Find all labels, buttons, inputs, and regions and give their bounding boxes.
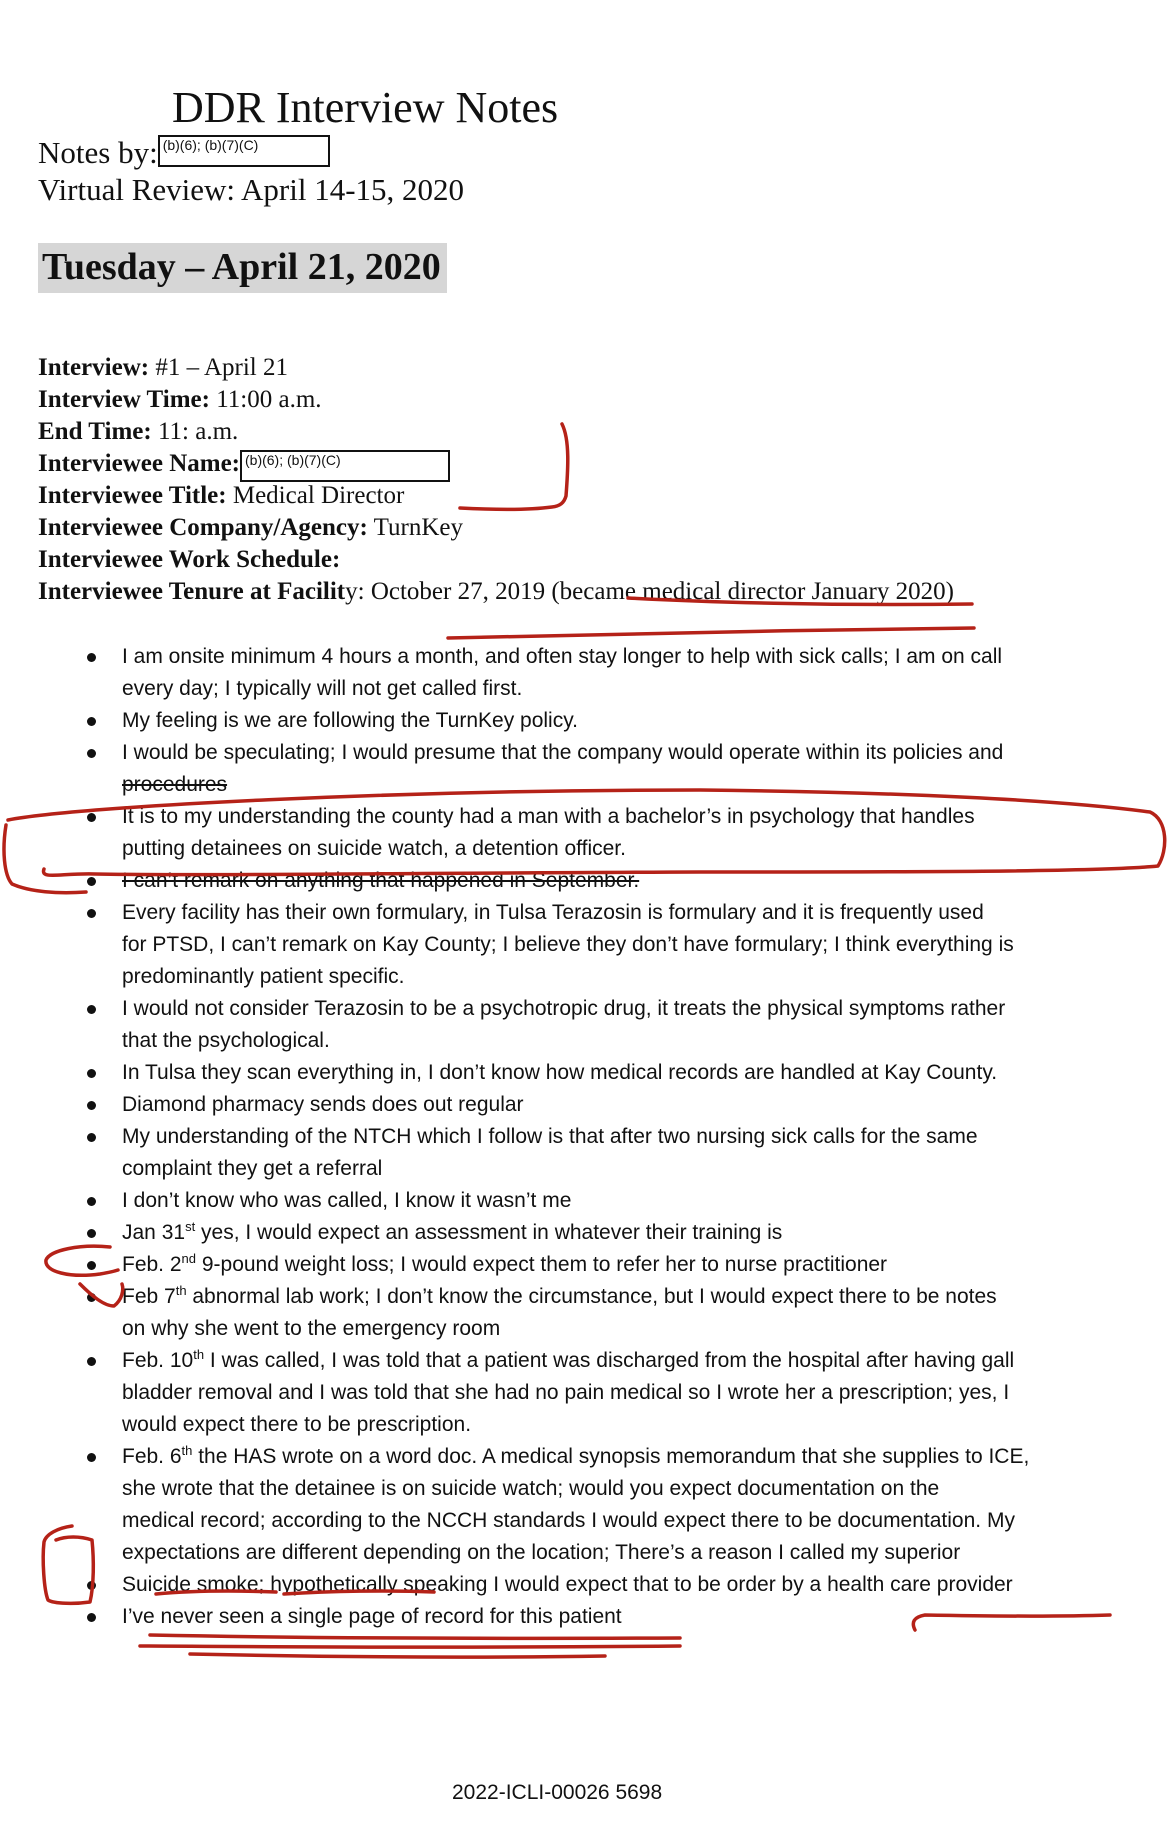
bullet-dot-icon: [87, 1005, 96, 1014]
note-line: I would be speculating; I would presume that the company would operate within its policies and: [122, 741, 1004, 764]
note-line: In Tulsa they scan everything in, I don’t know how medical records are handled at Kay County.: [122, 1061, 998, 1084]
bullet-dot-icon: [87, 1101, 96, 1110]
note-date: Feb. 2: [122, 1253, 182, 1276]
note-line: procedures: [122, 773, 228, 796]
note-line: on why she went to the emergency room: [122, 1317, 501, 1340]
bracket-mark-name: [460, 424, 568, 509]
interviewee-schedule: [38, 546, 340, 574]
interview-number-label: Interview:: [38, 354, 150, 381]
bullet-dot-icon: [87, 749, 96, 758]
interviewee-tenure-value: y: October 27, 2019 (became medical director January 2020): [345, 578, 954, 605]
bullet-dot-icon: [87, 1357, 96, 1366]
note-line: that the psychological.: [122, 1029, 330, 1052]
interviewee-title: [38, 482, 404, 510]
note-line: [122, 1249, 1122, 1281]
interviewee-company-value: TurnKey: [367, 514, 463, 541]
end-time-value: 11: a.m.: [151, 418, 239, 445]
bullet-dot-icon: [87, 1613, 96, 1622]
underline-never-seen-1: [150, 1635, 680, 1638]
interview-time-label: Interview Time:: [38, 386, 210, 413]
interview-number-value: #1 – April 21: [149, 354, 288, 381]
note-item: [122, 1281, 1122, 1345]
page-footer-id: 2022-ICLI-00026 5698: [452, 1781, 663, 1804]
note-line: I am onsite minimum 4 hours a month, and often stay longer to help with sick calls; I am on call: [122, 645, 1003, 668]
interviewee-schedule-label: Interviewee Work Schedule:: [38, 546, 341, 573]
underline-tenure-2: [448, 628, 974, 638]
note-line: Diamond pharmacy sends does out regular: [122, 1093, 524, 1116]
note-item: [122, 801, 1122, 865]
day-heading: Tuesday – April 21, 2020: [38, 243, 447, 293]
note-line: I would not consider Terazosin to be a psychotropic drug, it treats the physical symptoms rather: [122, 997, 1006, 1020]
bullet-dot-icon: [87, 1581, 96, 1590]
circle-feb-2: [46, 1246, 118, 1275]
note-item: [122, 1121, 1122, 1185]
note-line: My feeling is we are following the TurnKey policy.: [122, 709, 578, 732]
note-date: Feb 7: [122, 1285, 176, 1308]
interview-time-value: 11:00 a.m.: [209, 386, 322, 413]
virtual-review-line: Virtual Review: April 14-15, 2020: [38, 172, 465, 207]
note-line: for PTSD, I can’t remark on Kay County; I believe they don’t have formulary; I think everything is: [122, 933, 1014, 956]
note-item: [122, 1569, 1122, 1601]
note-item: [122, 641, 1122, 705]
note-line: [122, 1345, 1122, 1377]
interviewee-name: [38, 450, 450, 482]
note-item: [122, 1217, 1122, 1249]
bullet-dot-icon: [87, 1197, 96, 1206]
note-item: [122, 1057, 1122, 1089]
note-line: My understanding of the NTCH which I follow is that after two nursing sick calls for the same: [122, 1125, 978, 1148]
bracket-suicide: [43, 1526, 93, 1603]
interviewee-tenure-label: Interviewee Tenure at Facilit: [38, 578, 346, 605]
bullet-dot-icon: [87, 1261, 96, 1270]
note-item: [122, 897, 1122, 993]
note-line: she wrote that the detainee is on suicide watch; would you expect documentation on the: [122, 1477, 940, 1500]
interview-number: [38, 354, 288, 382]
note-line: complaint they get a referral: [122, 1157, 383, 1180]
end-time-label: End Time:: [38, 418, 152, 445]
note-date-suffix: nd: [181, 1251, 197, 1266]
note-line: [122, 1281, 1122, 1313]
note-date-suffix: th: [175, 1283, 187, 1298]
note-line: medical record; according to the NCCH standards I would expect there to be documentation. My: [122, 1509, 1015, 1532]
notes-by-line: [38, 135, 330, 171]
note-line: I can’t remark on anything that happened in September.: [122, 869, 640, 892]
note-date: Feb. 6: [122, 1445, 182, 1468]
note-line: putting detainees on suicide watch, a detention officer.: [122, 837, 626, 860]
note-text: I was called, I was told that a patient was discharged from the hospital after having gall: [204, 1349, 1015, 1372]
note-line: would expect there to be prescription.: [122, 1413, 472, 1436]
end-time: [38, 418, 238, 446]
note-line: [122, 1217, 1122, 1249]
interviewee-tenure: [38, 578, 954, 606]
note-item: [122, 1601, 1122, 1633]
bullet-dot-icon: [87, 1293, 96, 1302]
bullet-dot-icon: [87, 909, 96, 918]
note-date-suffix: th: [193, 1347, 205, 1362]
underline-never-seen-2: [140, 1646, 680, 1647]
note-text: the HAS wrote on a word doc. A medical synopsis memorandum that she supplies to ICE,: [192, 1445, 1030, 1468]
note-line: I don’t know who was called, I know it wasn’t me: [122, 1189, 572, 1212]
interviewee-title-label: Interviewee Title:: [38, 482, 227, 509]
note-item: [122, 1345, 1122, 1441]
note-line: predominantly patient specific.: [122, 965, 405, 988]
interviewee-company-label: Interviewee Company/Agency:: [38, 514, 368, 541]
note-date-suffix: th: [181, 1443, 193, 1458]
note-date: Jan 31: [122, 1221, 186, 1244]
note-item: [122, 1185, 1122, 1217]
redaction-box-notes-by: (b)(6); (b)(7)(C): [158, 135, 330, 167]
note-item: [122, 1441, 1122, 1569]
note-line: bladder removal and I was told that she had no pain medical so I wrote her a prescription; yes, I: [122, 1381, 1010, 1404]
interviewee-name-label: Interviewee Name:: [38, 450, 240, 477]
note-text: 9-pound weight loss; I would expect them to refer her to nurse practitioner: [196, 1253, 888, 1276]
bullet-dot-icon: [87, 1069, 96, 1078]
underline-never-seen-3: [190, 1654, 605, 1657]
note-line: It is to my understanding the county had a man with a bachelor’s in psychology that handles: [122, 805, 975, 828]
interviewee-company: [38, 514, 463, 542]
note-date-suffix: st: [185, 1219, 196, 1234]
note-item: [122, 1089, 1122, 1121]
bullet-dot-icon: [87, 1453, 96, 1462]
note-date: Feb. 10: [122, 1349, 194, 1372]
bullet-dot-icon: [87, 813, 96, 822]
notes-by-label: Notes by:: [38, 135, 158, 170]
note-item: [122, 865, 1122, 897]
note-line: every day; I typically will not get called first.: [122, 677, 523, 700]
interviewee-title-value: Medical Director: [226, 482, 405, 509]
note-line: Every facility has their own formulary, in Tulsa Terazosin is formulary and it is frequently used: [122, 901, 984, 924]
note-item: [122, 1249, 1122, 1281]
redaction-box-interviewee-name: (b)(6); (b)(7)(C): [240, 450, 450, 482]
bullet-dot-icon: [87, 653, 96, 662]
note-text: yes, I would expect an assessment in whatever their training is: [195, 1221, 783, 1244]
note-item: [122, 993, 1122, 1057]
note-line: Suicide smoke; hypothetically speaking I would expect that to be order by a health care provider: [122, 1573, 1013, 1596]
interview-time: [38, 386, 322, 414]
bullet-dot-icon: [87, 1133, 96, 1142]
note-text: abnormal lab work; I don’t know the circumstance, but I would expect there to be notes: [186, 1285, 997, 1308]
bullet-dot-icon: [87, 1229, 96, 1238]
document-title: DDR Interview Notes: [172, 83, 559, 132]
note-line: I’ve never seen a single page of record for this patient: [122, 1605, 622, 1628]
bullet-dot-icon: [87, 877, 96, 886]
note-item: [122, 737, 1122, 801]
note-item: [122, 705, 1122, 737]
note-line: expectations are different depending on the location; There’s a reason I called my superior: [122, 1541, 961, 1564]
note-line: [122, 1441, 1122, 1473]
bullet-dot-icon: [87, 717, 96, 726]
